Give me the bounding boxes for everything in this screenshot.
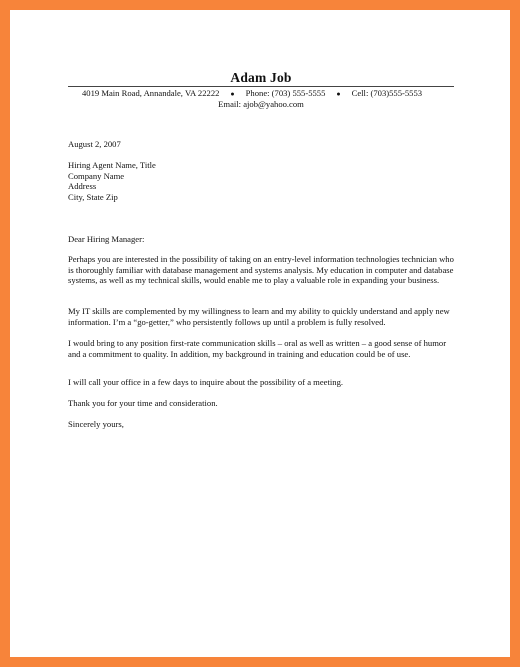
cell-text: Cell: (703)555-5553 [351,88,423,98]
address-text: 4019 Main Road, Annandale, VA 22222 [82,88,220,98]
paragraph: My IT skills are complemented by my willingness to learn and my ability to quickly understand and apply new information. I’m a “go-getter,” who persistently follows up until a problem is fully resolved. [68,306,450,327]
header-rule [68,86,454,87]
applicant-name: Adam Job [230,70,292,85]
salutation: Dear Hiring Manager: [68,234,145,244]
paragraph: I will call your office in a few days to inquire about the possibility of a meeting. [68,377,344,387]
letter-date: August 2, 2007 [68,139,121,149]
recipient-line: City, State Zip [68,191,118,202]
bullet-icon: ● [336,90,341,98]
paragraph: I would bring to any position first-rate communication skills – oral as well as written – a good sense of humor and a commitment to quality. In addition, my background in training and education could be of use. [68,338,447,359]
contact-line [82,88,454,98]
recipient-line: Company Name [68,170,125,181]
recipient-line: Address [68,181,97,191]
bullet-icon: ● [230,90,235,98]
phone-text: Phone: (703) 555-5555 [245,88,326,98]
recipient-line: Hiring Agent Name, Title [68,160,156,170]
closing: Sincerely yours, [68,419,124,429]
email-text: Email: ajob@yahoo.com [218,99,304,109]
paragraph: Perhaps you are interested in the possibility of taking on an entry-level information technologies technician who is thoroughly familiar with database management and systems analysis. My education in computer and database systems, as well as my technical skills, would enable me to play a valuable role in expanding your business. [68,254,454,285]
recipient-block [68,160,454,202]
paragraph: Thank you for your time and consideration. [68,398,218,408]
